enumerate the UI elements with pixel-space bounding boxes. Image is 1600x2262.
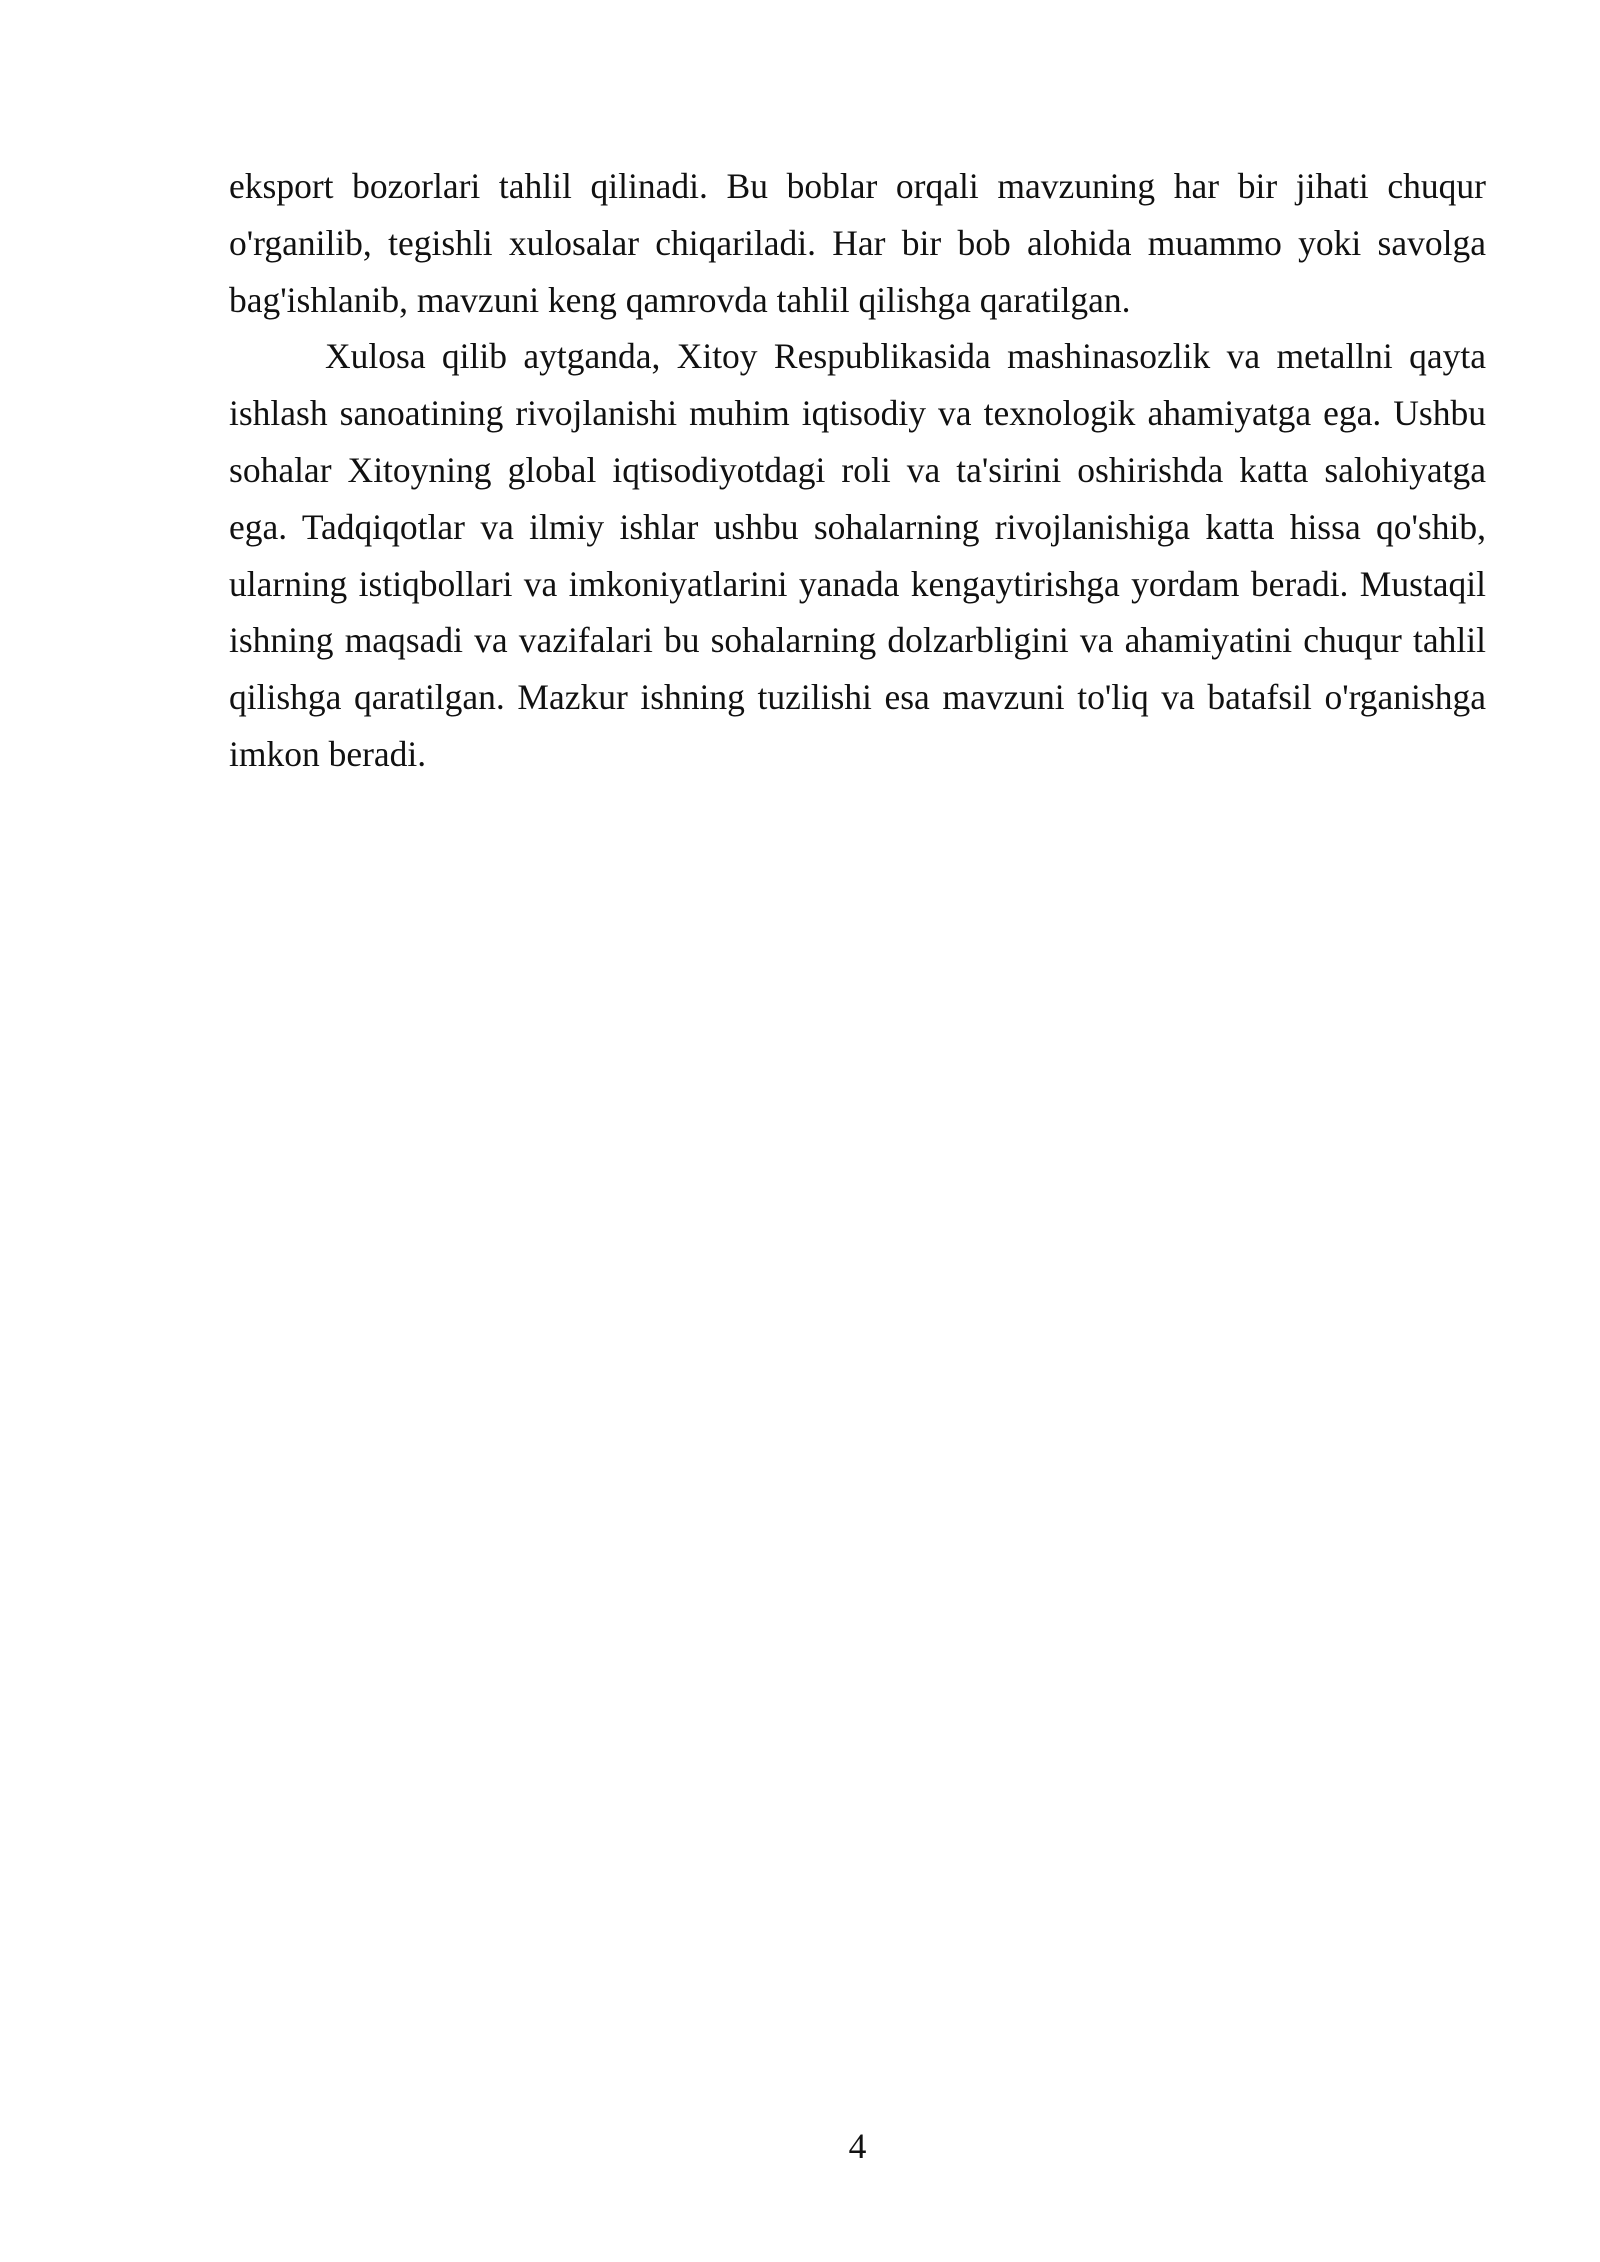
paragraph-continuation: eksport bozorlari tahlil qilinadi. Bu boblar orqali mavzuning har bir jihati chuqur o'rganilib, tegishli xulosalar chiqariladi. Har bir bob alohida muammo yoki savolga bag'ishlanib, mavzuni keng qamrovda tahlil qilishga qaratilgan.: [229, 166, 1486, 320]
body-text: [229, 158, 1486, 783]
page-number: 4: [848, 2126, 867, 2166]
paragraph-conclusion: Xulosa qilib aytganda, Xitoy Respublikasida mashinasozlik va metallni qayta ishlash sanoatining rivojlanishi muhim iqtisodiy va texnologik ahamiyatga ega. Ushbu sohalar Xitoyning global iqtisodiyotdagi roli va ta'sirini oshirishda katta salohiyatga ega. Tadqiqotlar va ilmiy ishlar ushbu sohalarning rivojlanishiga katta hissa qo'shib, ularning istiqbollari va imkoniyatlarini yanada kengaytirishga yordam beradi. Mustaqil ishning maqsadi va vazifalari bu sohalarning dolzarbligini va ahamiyatini chuqur tahlil qilishga qaratilgan. Mazkur ishning tuzilishi esa mavzuni to'liq va batafsil o'rganishga imkon beradi.: [229, 336, 1486, 774]
